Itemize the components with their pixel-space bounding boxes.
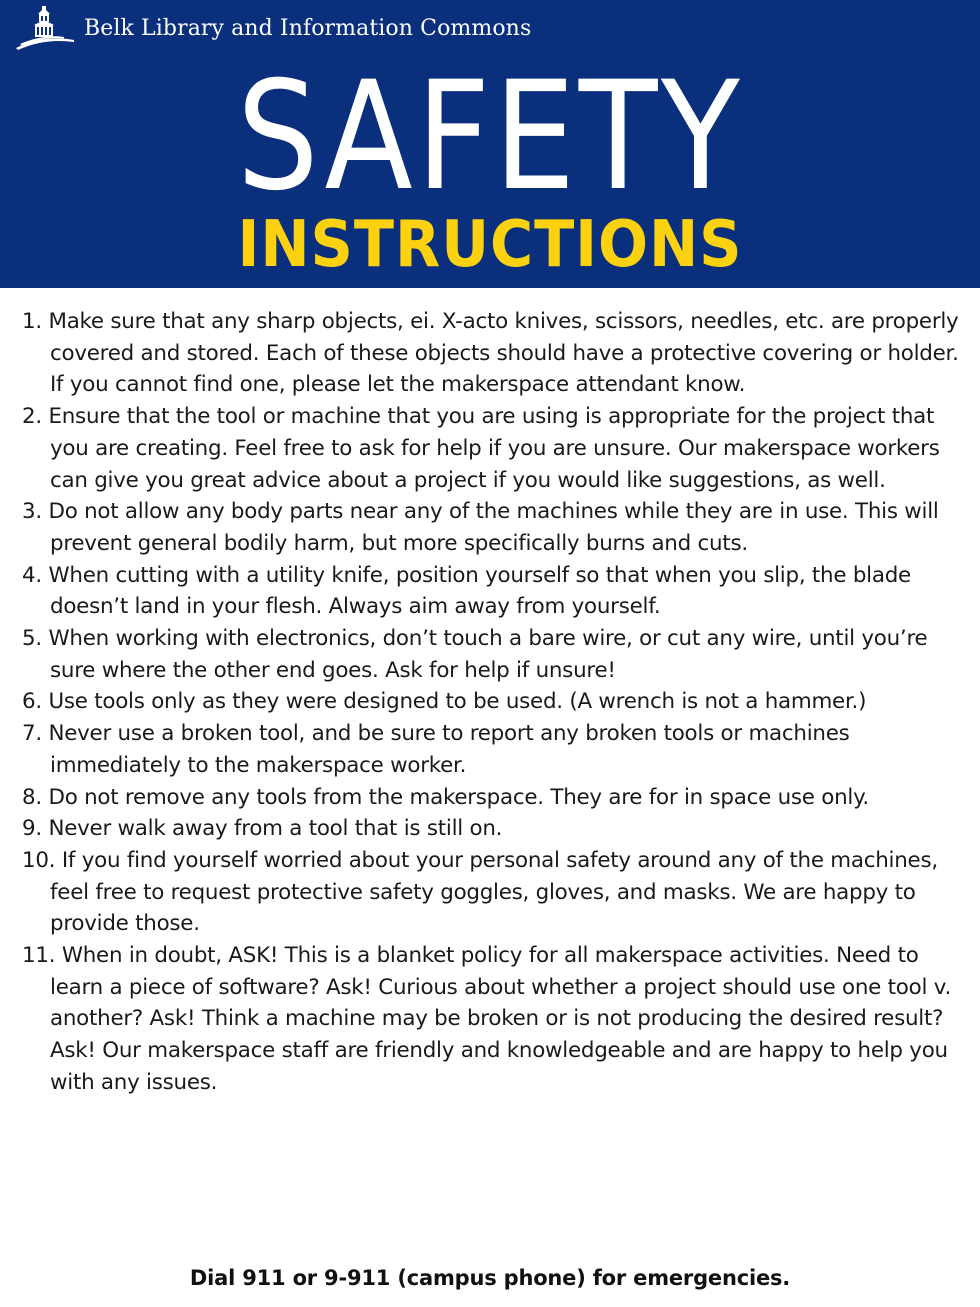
rule-item (22, 940, 967, 1099)
rule-number: 3. (22, 499, 42, 525)
rule-item (22, 560, 967, 623)
rule-number: 11. (22, 943, 56, 969)
rule-number: 7. (22, 721, 42, 747)
rule-text: When in doubt, ASK! This is a blanket policy for all makerspace activities. Need to learn a piece of software? Ask! Curious about whether a project should use one tool v. another? Ask! Think a machine may be broken or is not producing the desired result? Ask! Our makerspace staff are friendly and knowledgeable and are happy to help you with any issues. (50, 943, 951, 1095)
rule-number: 1. (22, 309, 42, 334)
rule-number: 4. (22, 562, 42, 588)
library-building-icon (14, 4, 76, 52)
page-subtitle: INSTRUCTIONS (237, 208, 743, 282)
rule-text: Never use a broken tool, and be sure to report any broken tools or machines immediately to the makerspace worker. (48, 721, 850, 778)
rule-number: 10. (22, 847, 56, 873)
safety-rules-list (22, 306, 967, 1099)
rule-item (22, 813, 967, 845)
brand-name: Belk Library and Information Commons (84, 15, 532, 41)
rule-item (22, 306, 967, 401)
rule-text: When working with electronics, don’t touch a bare wire, or cut any wire, until you’re sure where the other end goes. Ask for help if unsure! (48, 626, 928, 683)
rule-item (22, 782, 967, 814)
rule-text: Make sure that any sharp objects, ei. X-acto knives, scissors, needles, etc. are properly covered and stored. Each of these objects should have a protective covering or holder. If you cannot find one, please let the makerspace attendant know. (48, 309, 959, 398)
rule-number: 5. (22, 626, 42, 652)
rule-item (22, 623, 967, 686)
rule-text: Use tools only as they were designed to be used. (A wrench is not a hammer.) (48, 689, 867, 715)
page-title: SAFETY (236, 50, 744, 224)
rule-text: Never walk away from a tool that is still on. (48, 816, 503, 842)
rule-text: If you find yourself worried about your personal safety around any of the machines, feel free to request protective safety goggles, gloves, and masks. We are happy to provide those. (50, 847, 938, 937)
rule-text: Ensure that the tool or machine that you are using is appropriate for the project that you are creating. Feel free to ask for help if you are unsure. Our makerspace workers can give you great advice about a project if you would like suggestions, as well. (48, 404, 940, 493)
rule-text: Do not allow any body parts near any of the machines while they are in use. This will prevent general bodily harm, but more specifically burns and cuts. (48, 499, 939, 556)
rule-item (22, 718, 967, 781)
rule-text: When cutting with a utility knife, position yourself so that when you slip, the blade doesn’t land in your flesh. Always aim away from yourself. (48, 562, 911, 620)
rule-item (22, 496, 967, 559)
emergency-note: Dial 911 or 9-911 (campus phone) for emergencies. (189, 1266, 791, 1290)
rule-number: 9. (22, 816, 42, 842)
brand (14, 4, 531, 52)
rule-number: 6. (22, 689, 42, 715)
rule-item (22, 686, 967, 718)
rule-item (22, 845, 967, 940)
rule-text: Do not remove any tools from the makerspace. They are for in space use only. (48, 784, 869, 810)
rule-number: 8. (22, 784, 42, 810)
rule-item (22, 401, 967, 496)
header-banner (0, 0, 980, 288)
rule-number: 2. (22, 404, 42, 430)
